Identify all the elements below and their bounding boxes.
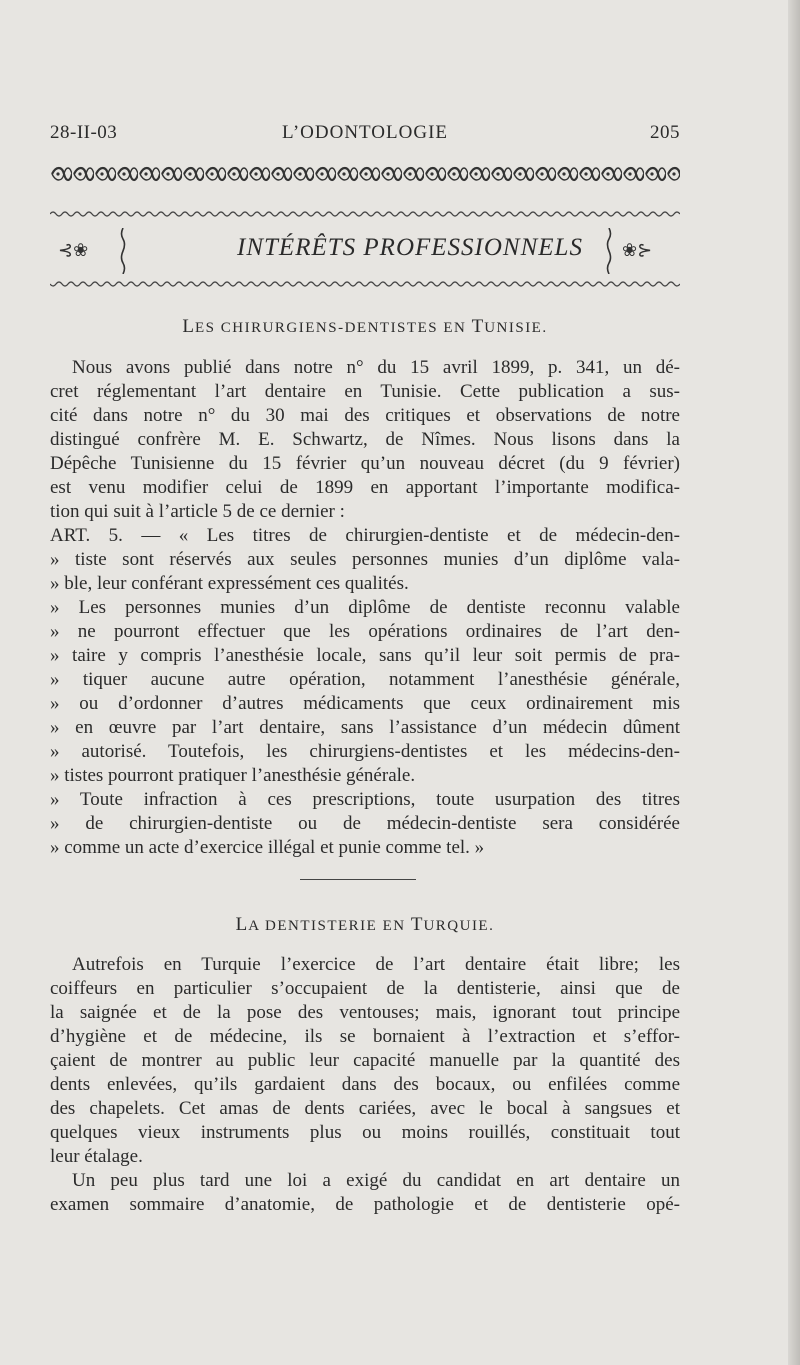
text-line: Autrefois en Turquie l’exercice de l’art dentaire était libre; les — [72, 954, 680, 975]
page-edge — [788, 0, 800, 1365]
ornament-band — [50, 164, 680, 184]
text-line: Dépêche Tunisienne du 15 février qu’un nouveau décret (du 9 février) — [50, 453, 680, 474]
text-line: est venu modifier celui de 1899 en apportant l’importante modifica- — [50, 477, 680, 498]
journal-title: L’ODONTOLOGIE — [281, 122, 449, 143]
section2-heading: LA DENTISTERIE EN TURQUIE. — [235, 914, 495, 935]
text-line: des chapelets. Cet amas de dents cariées, avec le bocal à sangsues et — [50, 1098, 680, 1119]
text-line: la saignée et de la pose des ventouses; mais, ignorant tout principe — [50, 1002, 680, 1023]
text-line: » de chirurgien-dentiste ou de médecin-dentiste sera considérée — [50, 813, 680, 834]
text-line: » tiste sont réservés aux seules personnes munies d’un diplôme vala- — [50, 549, 680, 570]
text-line: » comme un acte d’exercice illégal et punie comme tel. » — [50, 837, 485, 858]
text-line: » autorisé. Toutefois, les chirurgiens-dentistes et les médecins-den- — [50, 741, 680, 762]
text-line: » ou d’ordonner d’autres médicaments que ceux ordinairement mis — [50, 693, 680, 714]
text-line: çaient de montrer au public leur capacité manuelle par la quantité des — [50, 1050, 680, 1071]
text-line: ART. 5. — « Les titres de chirurgien-dentiste et de médecin-den- — [50, 525, 680, 546]
right-ornament-icon: ❀⊱ — [622, 240, 653, 260]
right-bracket-icon — [606, 228, 612, 274]
text-line: » tiquer aucune autre opération, notamment l’anesthésie générale, — [50, 669, 680, 690]
left-bracket-icon — [120, 228, 126, 274]
section2-body — [50, 953, 680, 1217]
text-line: » Les personnes munies d’un diplôme de dentiste reconnu valable — [50, 597, 680, 618]
text-line: tion qui suit à l’article 5 de ce dernier : — [50, 501, 345, 522]
text-line: coiffeurs en particulier s’occupaient de la dentisterie, ainsi que de — [50, 978, 680, 999]
section-divider — [300, 879, 416, 880]
section-banner — [50, 222, 680, 280]
text-line: distingué confrère M. E. Schwartz, de Nîmes. Nous lisons dans la — [50, 429, 680, 450]
text-line: leur étalage. — [50, 1146, 143, 1167]
page-number: 205 — [650, 122, 680, 143]
wavy-rule-top — [50, 210, 680, 218]
text-line: quelques vieux instruments plus ou moins rouillés, constituait tout — [50, 1122, 680, 1143]
text-line: » Toute infraction à ces prescriptions, toute usurpation des titres — [50, 789, 680, 810]
text-line: cité dans notre n° du 30 mai des critiques et observations de notre — [50, 405, 680, 426]
text-line: examen sommaire d’anatomie, de pathologie et de dentisterie opé- — [50, 1194, 680, 1215]
section-title: INTÉRÊTS PROFESSIONNELS — [237, 234, 583, 261]
text-line: » ble, leur conférant expressément ces qualités. — [50, 573, 409, 594]
text-line: Un peu plus tard une loi a exigé du candidat en art dentaire un — [72, 1170, 680, 1191]
text-line: d’hygiène et de médecine, ils se bornaient à l’extraction et s’effor- — [50, 1026, 680, 1047]
running-header — [50, 122, 680, 150]
header-date: 28-II-03 — [50, 122, 118, 143]
text-line: dents enlevées, qu’ils gardaient dans des bocaux, ou enfilées comme — [50, 1074, 680, 1095]
left-ornament-icon: ⊰❀ — [58, 240, 89, 260]
section1-body — [50, 356, 680, 860]
section1-heading: LES CHIRURGIENS-DENTISTES EN TUNISIE. — [182, 316, 548, 337]
text-line: » en œuvre par l’art dentaire, sans l’assistance d’un médecin dûment — [50, 717, 680, 738]
text-line: cret réglementant l’art dentaire en Tunisie. Cette publication a sus- — [50, 381, 680, 402]
text-line: » ne pourront effectuer que les opérations ordinaires de l’art den- — [50, 621, 680, 642]
text-line: » taire y compris l’anesthésie locale, sans qu’il leur soit permis de pra- — [50, 645, 680, 666]
wavy-rule-bottom — [50, 280, 680, 288]
text-line: » tistes pourront pratiquer l’anesthésie générale. — [50, 765, 416, 786]
text-line: Nous avons publié dans notre n° du 15 avril 1899, p. 341, un dé- — [72, 357, 680, 378]
